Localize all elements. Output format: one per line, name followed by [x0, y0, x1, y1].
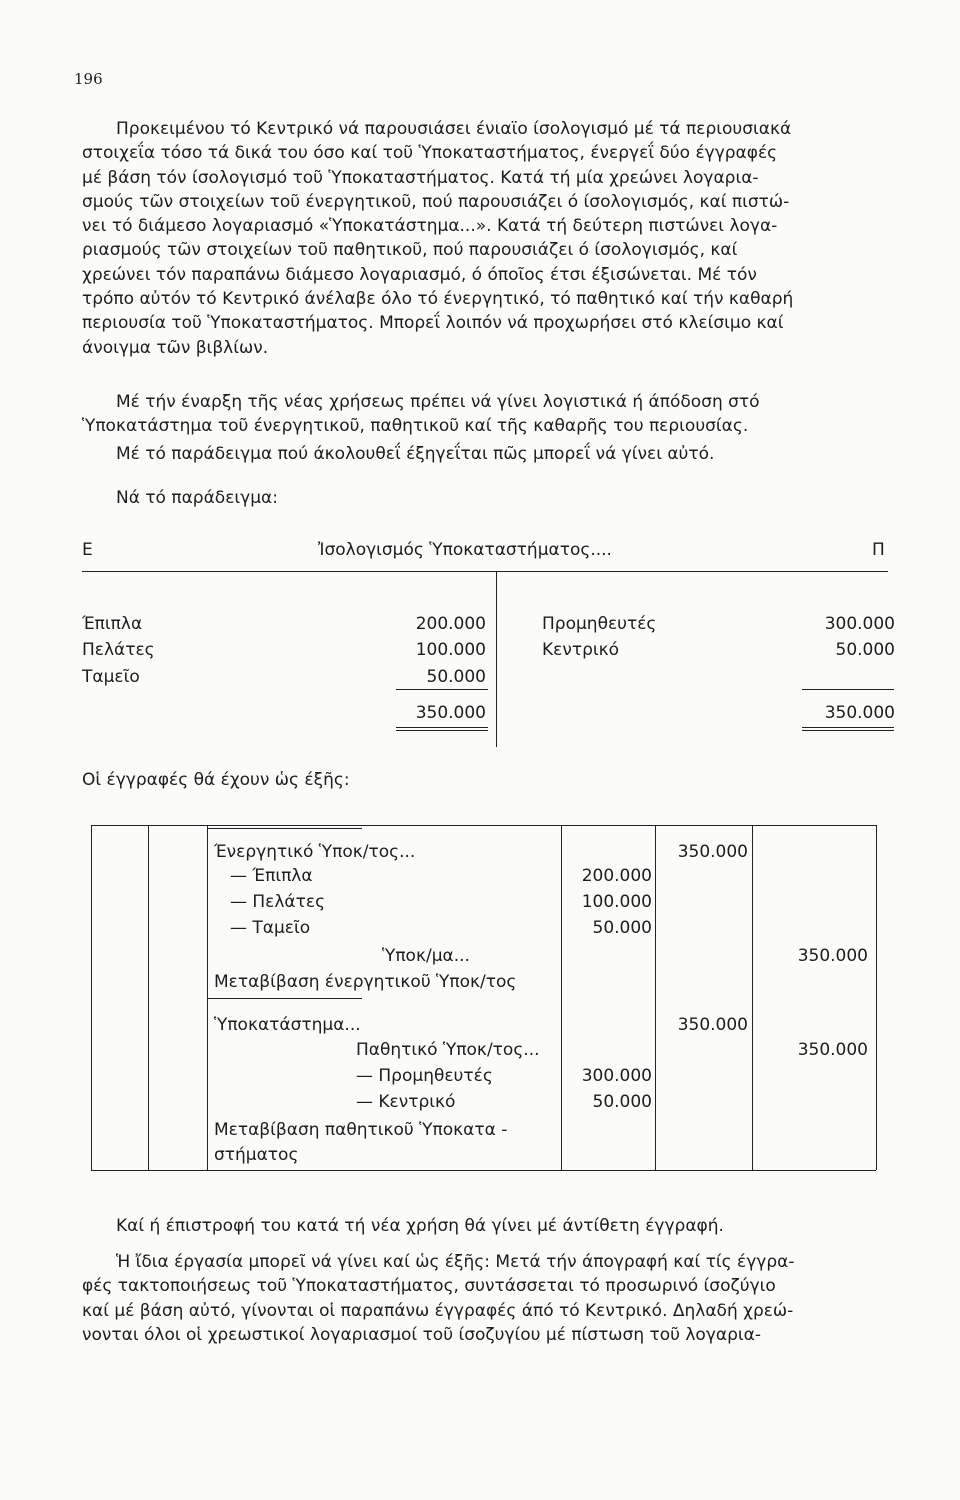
text-line: Ἡ ἴδια έργασία μπορεῖ νά γίνει καί ὡς έξῆς: Μετά τήν άπογραφή καί τίς έγγρα- [116, 1252, 795, 1272]
t-account-center-rule [496, 571, 497, 747]
journal-credit-account: Παθητικό Ὑποκ/τος... [356, 1040, 540, 1060]
text-line: νει τό διάμεσο λογαριασμό «Ὑποκατάστημα...». Κατά τή δεύτερη πιστώνει λογα- [82, 216, 778, 237]
text-line: σμούς τῶν στοιχείων τοῦ ένεργητικοῦ, πού παρουσιάζει ό ίσολογισμός, καί πιστώ- [82, 191, 790, 212]
journal-credit-account: Ὑποκ/μα... [382, 946, 470, 966]
closing-line: Καί ή έπιστροφή του κατά τή νέα χρήση θά γίνει μέ άντίθετη έγγραφή. [116, 1216, 724, 1236]
entry-separator [207, 828, 362, 829]
t-account-top-rule [82, 571, 888, 572]
journal-bottom-rule [91, 1170, 876, 1171]
entry-separator [207, 998, 362, 999]
journal-item-label: — Κεντρικό [356, 1092, 456, 1112]
liabilities-total-rule [802, 730, 894, 731]
text-line: Προκειμένου τό Κεντρικό νά παρουσιάσει ένιαϊο ίσολογισμό μέ τά περιουσιακά [116, 119, 792, 139]
text-line: ριασμούς τῶν στοιχείων τοῦ παθητικοῦ, πού παρουσιάζει ό ίσολογισμός, καί [82, 240, 738, 261]
journal-debit-account: Ὑποκατάστημα... [214, 1015, 361, 1035]
liability-amount: 300.000 [824, 614, 895, 634]
page-number: 196 [74, 70, 103, 88]
assets-subtotal-rule [396, 689, 488, 690]
journal-description: Μεταβίβαση παθητικοῦ Ὑποκατα - [214, 1120, 508, 1140]
asset-label: Πελάτες [82, 640, 155, 660]
journal-top-rule [91, 825, 876, 826]
assets-total-rule [396, 730, 488, 731]
entries-intro: Οἱ έγγραφές θά έχουν ὡς έξῆς: [82, 770, 350, 790]
text-line: χρεώνει τόν παραπάνω διάμεσο λογαριασμό, ό όποῖος έτσι έξισώνεται. Μέ τόν [82, 264, 757, 285]
journal-item-amount: 300.000 [581, 1066, 652, 1086]
journal-item-amount: 100.000 [581, 892, 652, 912]
text-line: φές τακτοποιήσεως τοῦ Ὑποκαταστήματος, συντάσσεται τό προσωρινό ίσοζύγιο [82, 1276, 776, 1297]
text-line: στοιχεΐα τόσο τά δικά του όσο καί τοῦ Ὑποκαταστήματος, ένεργεΐ δύο έγγραφές [82, 143, 778, 164]
liability-label: Προμηθευτές [542, 614, 657, 634]
journal-column-rule [655, 825, 656, 1170]
journal-item-amount: 50.000 [592, 918, 652, 938]
journal-debit-account: Ένεργητικό Ὑποκ/τος... [214, 842, 416, 862]
journal-description: Μεταβίβαση ένεργητικοῦ Ὑποκ/τος [214, 972, 517, 992]
text-line: μέ βάση τόν ίσολογισμό τοῦ Ὑποκαταστήματος. Κατά τή μία χρεώνει λογαρια- [82, 167, 759, 188]
text-line: Μέ τό παράδειγμα πού άκολουθεΐ έξηγεΐται πῶς μπορεΐ νά γίνει αὐτό. [116, 444, 715, 464]
journal-item-label: — Έπιπλα [230, 866, 313, 886]
journal-right-rule [876, 825, 877, 1170]
journal-debit-amount: 350.000 [677, 842, 748, 862]
journal-item-amount: 50.000 [592, 1092, 652, 1112]
example-label: Νά τό παράδειγμα: [116, 488, 278, 508]
journal-item-label: — Ταμεῖο [230, 918, 311, 938]
liability-amount: 50.000 [835, 640, 895, 660]
final-paragraph [82, 1250, 896, 1347]
journal-credit-amount: 350.000 [797, 1040, 868, 1060]
balance-sheet-title: Ἰσολογισμός Ὑποκαταστήματος.... [318, 540, 612, 560]
journal-column-rule [148, 825, 149, 1170]
text-line: καί μέ βάση αὐτό, γίνονται οἱ παραπάνω έγγραφές άπό τό Κεντρικό. Δηλαδή χρεώ- [82, 1300, 794, 1321]
asset-amount: 200.000 [415, 614, 486, 634]
journal-item-label: — Προμηθευτές [356, 1066, 493, 1086]
text-line: περιουσία τοῦ Ὑποκαταστήματος. Μπορεΐ λοιπόν νά προχωρήσει στό κλείσιμο καί [82, 313, 784, 334]
asset-label: Ταμεῖο [82, 667, 140, 687]
liabilities-marker: Π [872, 540, 885, 560]
assets-total-rule [396, 727, 488, 728]
journal-item-amount: 200.000 [581, 866, 652, 886]
text-line: Ὑποκατάστημα τοῦ ένεργητικοῦ, παθητικοῦ καί τῆς καθαρῆς του περιουσίας. [82, 416, 749, 437]
journal-left-rule [91, 825, 92, 1170]
journal-description: στήματος [214, 1145, 299, 1165]
third-paragraph [82, 442, 896, 466]
text-line: Μέ τήν έναρξη τῆς νέας χρήσεως πρέπει νά γίνει λογιστικά ή άπόδοση στό [116, 392, 760, 412]
asset-label: Έπιπλα [82, 614, 143, 634]
liabilities-total: 350.000 [824, 703, 895, 723]
text-line: νονται όλοι οἱ χρεωστικοί λογαριασμοί τοῦ ίσοζυγίου μέ πίστωση τοῦ λογαρια- [82, 1324, 761, 1345]
journal-debit-amount: 350.000 [677, 1015, 748, 1035]
asset-amount: 100.000 [415, 640, 486, 660]
assets-total: 350.000 [415, 703, 486, 723]
assets-marker: Ε [82, 540, 93, 560]
journal-column-rule [752, 825, 753, 1170]
liability-label: Κεντρικό [542, 640, 620, 660]
second-paragraph [82, 390, 896, 439]
liabilities-total-rule [802, 727, 894, 728]
journal-item-label: — Πελάτες [230, 892, 326, 912]
intro-paragraph [82, 117, 896, 360]
journal-credit-amount: 350.000 [797, 946, 868, 966]
text-line: άνοιγμα τῶν βιβλίων. [82, 337, 269, 358]
liabilities-subtotal-rule [802, 689, 894, 690]
text-line: τρόπο αὐτόν τό Κεντρικό άνέλαβε όλο τό ένεργητικό, τό παθητικό καί τήν καθαρή [82, 289, 794, 310]
asset-amount: 50.000 [426, 667, 486, 687]
